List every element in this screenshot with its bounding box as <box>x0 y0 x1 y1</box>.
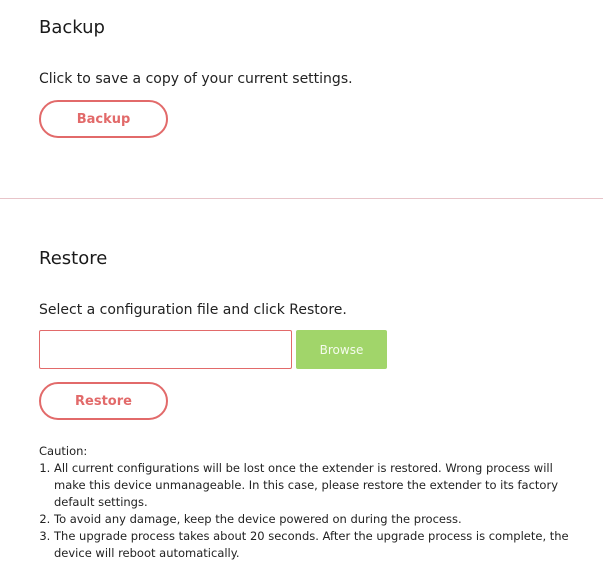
caution-item: 1. All current configurations will be lost once the extender is restored. Wrong process will make this device unmanageable. In this case, please restore the extender to its factory default settings. <box>54 460 579 511</box>
restore-title: Restore <box>39 248 108 269</box>
section-divider <box>0 198 603 199</box>
config-file-input[interactable] <box>39 330 292 369</box>
restore-description: Select a configuration file and click Restore. <box>39 302 347 318</box>
caution-list <box>39 460 579 562</box>
caution-notes <box>39 443 579 562</box>
caution-item: 2. To avoid any damage, keep the device powered on during the process. <box>54 511 579 528</box>
caution-item: 3. The upgrade process takes about 20 seconds. After the upgrade process is complete, the device will reboot automatically. <box>54 528 579 562</box>
backup-title: Backup <box>39 17 105 38</box>
backup-description: Click to save a copy of your current settings. <box>39 71 353 87</box>
restore-button[interactable]: Restore <box>39 382 168 420</box>
caution-heading: Caution: <box>39 444 88 458</box>
browse-button[interactable]: Browse <box>296 330 387 369</box>
backup-button[interactable]: Backup <box>39 100 168 138</box>
